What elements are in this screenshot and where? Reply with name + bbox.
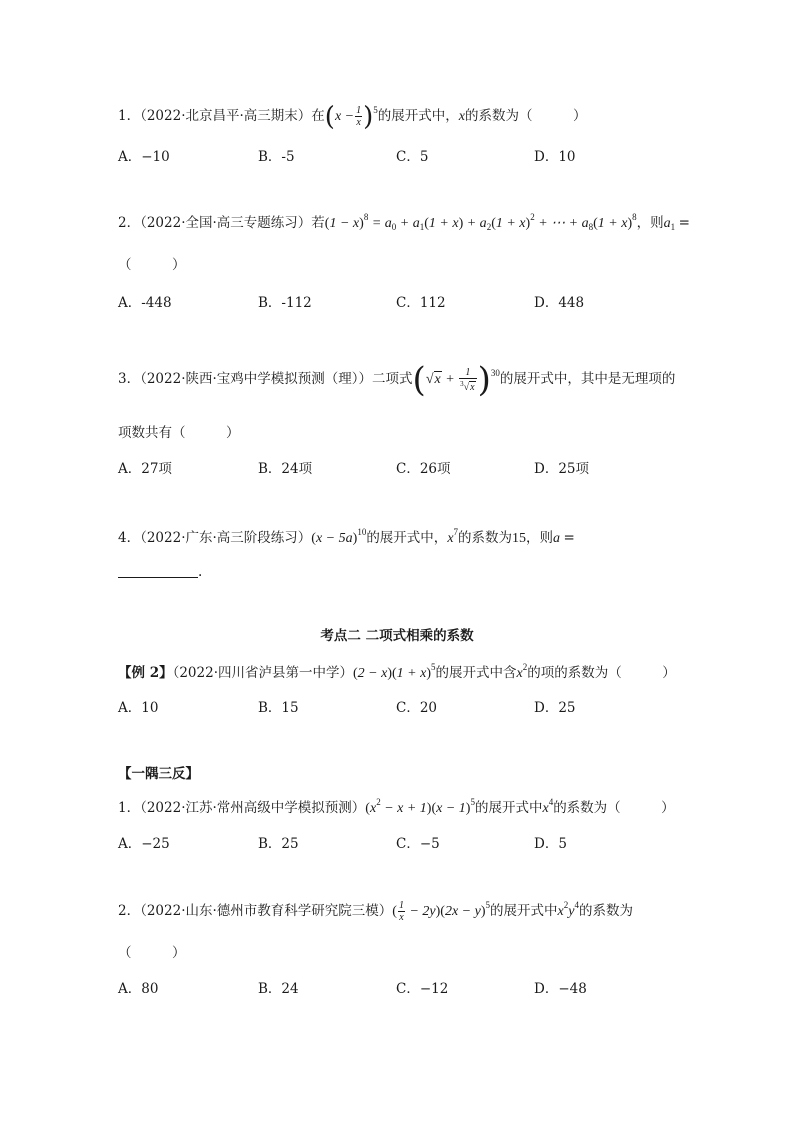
option-b[interactable]: B．-5: [258, 149, 295, 165]
option-a[interactable]: A．10: [118, 700, 159, 716]
options-q1: [118, 145, 678, 165]
option-c[interactable]: C．−12: [396, 981, 449, 997]
question-source: （2022·北京昌平·高三期末）: [140, 108, 312, 124]
math-expression: $(1 - x)^8 = a_0 + a_1(1 + x) + a_2(1 + x)^2$ + ⋯ + $a_8(1 + x)^8$: [324, 212, 637, 232]
math-expression: (x − $\frac{1}{x}$ )$^5$: [324, 101, 378, 132]
option-b[interactable]: B．24: [258, 981, 299, 997]
answer-blank[interactable]: .: [118, 563, 202, 580]
question-source: （2022·江苏·常州高级中学模拟预测）: [140, 800, 366, 816]
options-p1: [118, 832, 678, 852]
option-d[interactable]: D．10: [534, 149, 576, 165]
option-a[interactable]: A．−10: [118, 149, 170, 165]
question-3-cont: 项数共有（ ）: [118, 425, 240, 441]
question-2-cont: （ ）: [118, 257, 186, 273]
options-p2: [118, 977, 678, 997]
question-1: 1．（2022·北京昌平·高三期末）在(x − $\frac{1}{x}$ )$^5$的展开式中，x的系数为（ ）: [118, 101, 587, 132]
question-source: （2022·陕西·宝鸡中学模拟预测（理））: [140, 371, 373, 388]
question-source: （2022·广东·高三阶段练习）: [140, 530, 312, 546]
option-d[interactable]: D．448: [534, 295, 585, 311]
options-q2: [118, 291, 678, 311]
practice-question-1: 1．（2022·江苏·常州高级中学模拟预测）$(x^2 - x + 1)(x - 1)^5$的展开式中$x^4$的系数为（ ）: [118, 797, 675, 816]
options-q3: [118, 457, 678, 477]
question-source: （2022·四川省泸县第一中学）: [172, 665, 353, 681]
option-c[interactable]: C．20: [396, 700, 438, 716]
blank-line[interactable]: [118, 563, 198, 578]
option-a[interactable]: A．-448: [118, 295, 172, 311]
option-b[interactable]: B．25: [258, 836, 299, 852]
option-a[interactable]: A．80: [118, 981, 159, 997]
option-a[interactable]: A．−25: [118, 836, 170, 852]
practice-question-2-cont: （ ）: [118, 945, 186, 961]
option-d[interactable]: D．−48: [534, 981, 587, 997]
option-b[interactable]: B．15: [258, 700, 299, 716]
practice-question-2: 2．（2022·山东·德州市教育科学研究院三模）( $\frac{1}{x}$ − $2y)(2x - y)^5$的展开式中$x^2y^4$的系数为: [118, 900, 633, 924]
option-d[interactable]: D．25项: [534, 461, 590, 477]
question-4: 4．（2022·广东·高三阶段练习）$(x - 5a)^{10}$的展开式中，$x^7$的系数为15，则a =: [118, 527, 575, 546]
option-c[interactable]: C．26项: [396, 461, 451, 477]
option-b[interactable]: B．-112: [258, 295, 312, 311]
question-3: 3．（2022·陕西·宝鸡中学模拟预测（理））二项式(√x + $\frac{1}{^3√x}$ )$^{30}$的展开式中，其中是无理项的: [118, 360, 676, 400]
option-d[interactable]: D．25: [534, 700, 576, 716]
math-expression: $(x - 5a)^{10}$: [311, 527, 367, 546]
math-expression: $(2 - x)(1 + x)^5$: [353, 662, 436, 681]
math-expression: $(x^2 - x + 1)(x - 1)^5$: [365, 797, 475, 816]
math-expression: (√x + $\frac{1}{^3√x}$ )$^{30}$: [412, 360, 500, 400]
section-title: 考点二 二项式相乘的系数: [320, 628, 474, 644]
question-source: （2022·全国·高三专题练习）: [140, 215, 312, 231]
option-c[interactable]: C．112: [396, 295, 446, 311]
option-d[interactable]: D．5: [534, 836, 567, 852]
option-b[interactable]: B．24项: [258, 461, 313, 477]
math-expression: ( $\frac{1}{x}$ − $2y)(2x - y)^5$: [392, 900, 491, 924]
practice-label: 【一隅三反】: [118, 766, 199, 782]
example-label: 【例 2】: [118, 665, 173, 681]
question-2: 2．（2022·全国·高三专题练习）若$(1 - x)^8 = a_0 + a_1(1 + x) + a_2(1 + x)^2$ + ⋯ + $a_8(1 + x)^8$，则$a_1$ =: [118, 212, 690, 232]
example-2: 【例 2】（2022·四川省泸县第一中学）$(2 - x)(1 + x)^5$的展开式中含$x^2$的项的系数为（ ）: [118, 662, 676, 681]
question-source: （2022·山东·德州市教育科学研究院三模）: [140, 903, 393, 919]
option-c[interactable]: C．5: [396, 149, 429, 165]
options-example-2: [118, 696, 678, 716]
question-number: 1．: [118, 108, 141, 124]
option-a[interactable]: A．27项: [118, 461, 172, 477]
option-c[interactable]: C．−5: [396, 836, 440, 852]
